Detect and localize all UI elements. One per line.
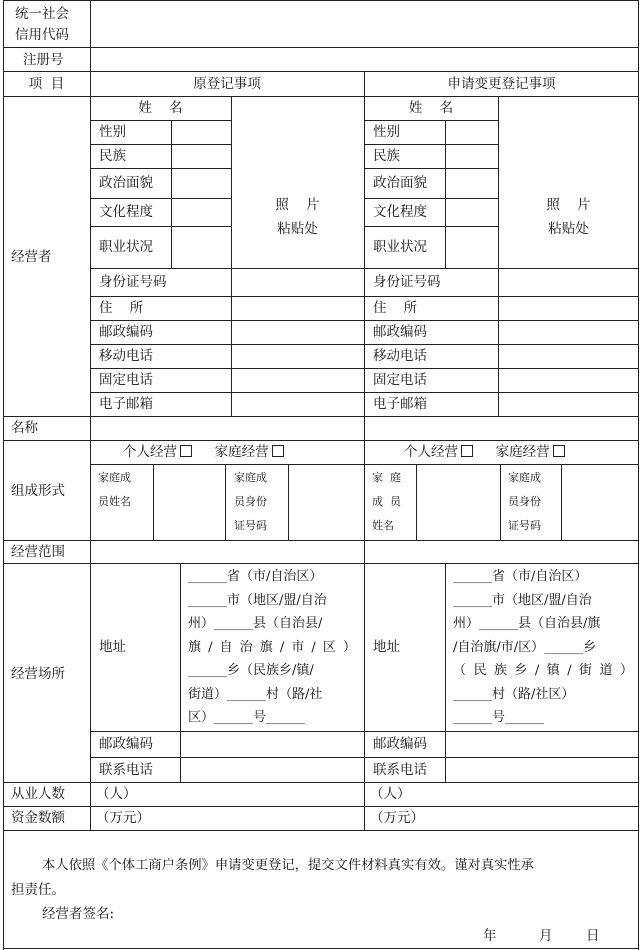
- orig-mobile-label: 移动电话: [99, 348, 153, 364]
- capital-label: 资金数额: [11, 810, 65, 826]
- orig-composition-options: [123, 443, 284, 461]
- rule: [3, 948, 639, 949]
- rule: [3, 830, 639, 831]
- orig-residence-label: 住 所: [99, 300, 144, 316]
- rule: [561, 464, 562, 540]
- rule: [90, 0, 91, 830]
- orig-employees-unit: （人）: [96, 786, 137, 802]
- rule: [3, 540, 639, 541]
- orig-member-id-label: 家庭成 员身份 证号码: [234, 471, 267, 532]
- new-premises-postcode-label: 邮政编码: [373, 736, 427, 752]
- rule: [90, 344, 364, 345]
- new-mobile-label: 移动电话: [373, 348, 427, 364]
- orig-option-individual: 个人经营: [123, 444, 177, 460]
- rule: [364, 120, 498, 121]
- rule: [364, 392, 639, 393]
- rule: [3, 782, 639, 783]
- rule: [364, 344, 639, 345]
- new-capital-unit: （万元）: [370, 810, 424, 826]
- rule: [3, 440, 639, 441]
- new-political-label: 政治面貌: [373, 175, 427, 191]
- orig-gender-label: 性别: [99, 124, 126, 140]
- rule: [3, 96, 639, 97]
- orig-member-name-label: 家庭成 员姓名: [98, 471, 131, 508]
- new-address-label: 地址: [373, 639, 400, 655]
- orig-photo-placeholder: 照 片 粘贴处: [275, 197, 320, 237]
- rule: [364, 296, 639, 297]
- border-right: [638, 0, 639, 950]
- new-option-family: 家庭经营: [495, 444, 550, 460]
- rule: [500, 464, 501, 540]
- employees-label: 从业人数: [11, 786, 65, 802]
- new-occupation-label: 职业状况: [373, 239, 427, 255]
- rule: [364, 144, 498, 145]
- rule: [90, 296, 364, 297]
- rule: [90, 144, 231, 145]
- orig-occupation-label: 职业状况: [99, 239, 153, 255]
- rule: [445, 120, 446, 268]
- rule: [3, 806, 639, 807]
- rule: [364, 198, 498, 199]
- orig-option-family: 家庭经营: [214, 444, 269, 460]
- rule: [90, 168, 231, 169]
- date-day: 日: [586, 928, 600, 944]
- rule: [364, 268, 639, 269]
- rule: [90, 268, 364, 269]
- new-email-label: 电子邮箱: [373, 396, 427, 412]
- item-label: 项 目: [28, 76, 65, 92]
- rule: [171, 120, 172, 268]
- rule: [416, 464, 417, 540]
- credit-code-label: 统一社会 信用代码: [15, 6, 69, 43]
- rule: [231, 96, 232, 416]
- rule: [90, 368, 364, 369]
- rule: [225, 464, 226, 540]
- orig-email-label: 电子邮箱: [99, 396, 153, 412]
- new-individual-checkbox[interactable]: [461, 445, 473, 457]
- scope-label: 经营范围: [11, 544, 65, 560]
- premises-label: 经营场所: [11, 666, 65, 682]
- rule: [498, 96, 499, 416]
- new-composition-options: [404, 443, 565, 461]
- declaration-line-2: 担责任。: [11, 882, 65, 898]
- rule: [153, 464, 154, 540]
- orig-capital-unit: （万元）: [96, 810, 150, 826]
- rule: [90, 392, 364, 393]
- orig-landline-label: 固定电话: [99, 372, 153, 388]
- orig-postcode-label: 邮政编码: [99, 324, 153, 340]
- rule: [364, 226, 498, 227]
- date-year: 年: [483, 928, 497, 944]
- new-employees-unit: （人）: [370, 786, 411, 802]
- new-photo-placeholder: 照 片 粘贴处: [546, 197, 591, 237]
- new-postcode-label: 邮政编码: [373, 324, 427, 340]
- rule: [90, 120, 231, 121]
- rule: [288, 464, 289, 540]
- new-member-name-label: 家 庭 成 员 姓名: [372, 471, 401, 532]
- new-residence-label: 住 所: [373, 300, 418, 316]
- rule: [180, 563, 181, 782]
- orig-individual-checkbox[interactable]: [180, 445, 192, 457]
- rule: [445, 563, 446, 782]
- change-column-header: 申请变更登记事项: [447, 76, 556, 92]
- date-month: 月: [539, 928, 553, 944]
- orig-political-label: 政治面貌: [99, 175, 153, 191]
- new-address-template: ______省（市/自治区） ______市（地区/盟/自治 州）______县（自治县/旗 /自治旗/市/区）______乡 （民族乡/镇/街道） ______村（路/社区） ______号______: [453, 569, 633, 725]
- rule: [3, 47, 639, 48]
- orig-ethnicity-label: 民族: [99, 148, 126, 164]
- business-name-label: 名称: [11, 420, 38, 436]
- rule: [3, 71, 639, 72]
- original-column-header: 原登记事项: [193, 76, 261, 92]
- rule: [364, 71, 365, 830]
- orig-name-label: 姓 名: [138, 100, 183, 116]
- composition-label: 组成形式: [11, 483, 65, 499]
- rule: [90, 226, 231, 227]
- new-member-id-label: 家庭成 员身份 证号码: [508, 471, 541, 532]
- new-education-label: 文化程度: [373, 204, 427, 220]
- new-option-individual: 个人经营: [404, 444, 458, 460]
- new-family-checkbox[interactable]: [553, 445, 565, 457]
- border-left: [3, 0, 4, 950]
- orig-address-label: 地址: [99, 639, 126, 655]
- operator-section-label: 经营者: [11, 249, 52, 265]
- orig-premises-postcode-label: 邮政编码: [99, 736, 153, 752]
- orig-family-checkbox[interactable]: [272, 445, 284, 457]
- rule: [364, 368, 639, 369]
- border-top: [3, 0, 639, 1]
- new-gender-label: 性别: [373, 124, 400, 140]
- rule: [3, 416, 639, 417]
- orig-address-template: ______省（市/自治区） ______市（地区/盟/自治 州）______县（自治县/ 旗/自治旗/市/区） ______乡（民族乡/镇/ 街道）______村（路/社 区）______号______: [188, 569, 356, 725]
- rule: [90, 320, 364, 321]
- orig-education-label: 文化程度: [99, 204, 153, 220]
- reg-no-label: 注册号: [23, 52, 64, 68]
- new-name-label: 姓 名: [408, 100, 454, 116]
- signature-label: 经营者签名:: [42, 906, 115, 922]
- new-id-number-label: 身份证号码: [373, 274, 441, 290]
- new-ethnicity-label: 民族: [373, 148, 400, 164]
- orig-premises-phone-label: 联系电话: [99, 762, 153, 778]
- rule: [3, 563, 639, 564]
- new-landline-label: 固定电话: [373, 372, 427, 388]
- new-premises-phone-label: 联系电话: [373, 762, 427, 778]
- rule: [90, 198, 231, 199]
- orig-id-number-label: 身份证号码: [99, 274, 167, 290]
- rule: [364, 320, 639, 321]
- declaration-line-1: 本人依照《个体工商户条例》申请变更登记，提交文件材料真实有效。谨对真实性承: [42, 858, 534, 873]
- rule: [364, 168, 498, 169]
